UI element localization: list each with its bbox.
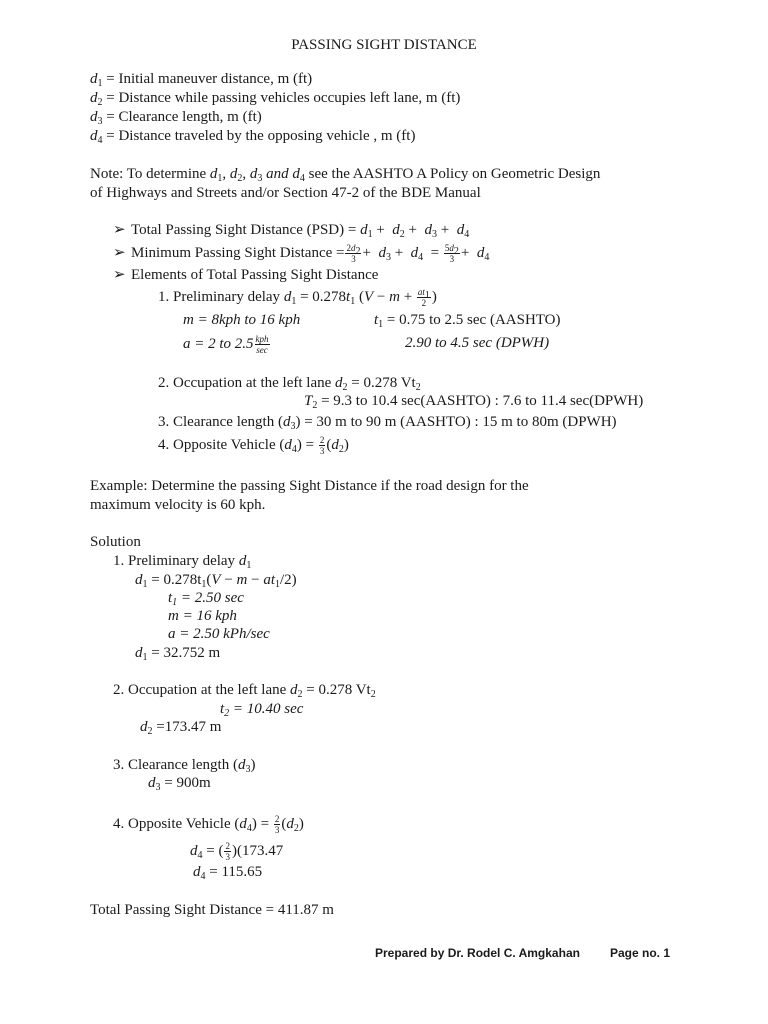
element-1-t1-aashto: $t_1 = 0.75$ to 2.5 sec (AASHTO)	[374, 312, 561, 330]
definition-d3: $d_3$ = Clearance length, m (ft)	[90, 109, 262, 127]
footer-prepared-by: Prepared by Dr. Rodel C. Amgkahan	[375, 946, 580, 960]
definition-d2: $d_2$ = Distance while passing vehicles occupies left lane, m (ft)	[90, 90, 461, 108]
solution-step-1: 1. Preliminary delay $d_1$	[113, 553, 252, 571]
solution-step-4-calc: $d_4$ = ( $\frac{2}{3}$ )(173.47	[190, 841, 284, 862]
solution-step-4-result: $d_4 = 115.65$	[193, 864, 263, 882]
solution-step-4: 4. Opposite Vehicle $(d_4)$ = $\frac{2}{3}$ $(d_2)$	[113, 814, 304, 835]
definition-d1: $d_1$ = Initial maneuver distance, m (ft)	[90, 71, 313, 89]
element-1-t1-dpwh: 2.90 to 4.5 sec (DPWH)	[405, 335, 550, 351]
element-2-occupation: 2. Occupation at the left lane $d_2 = 0.278$ $Vt_2$	[158, 375, 421, 393]
page-title: PASSING SIGHT DISTANCE	[291, 37, 477, 53]
element-2-t2-range: $T_2 = 9.3$ to 10.4 sec(AASHTO) : 7.6 to 11.4 sec(DPWH)	[304, 393, 644, 411]
element-1-m-range: m = 8kph to 16 kph	[183, 312, 301, 328]
note-line-1: Note: To determine $d_1$, $d_2$, $d_3$ and $d_4$ see the AASHTO A Policy on Geometric Design	[90, 166, 601, 184]
solution-step-2-t2: $t_2 = 10.40$ sec	[220, 701, 304, 719]
element-1-preliminary-delay: 1. Preliminary delay $d_1 = 0.278t_1$ (V − m + $\frac{at_1}{2}$ )	[158, 287, 437, 308]
solution-step-2-result: $d_2 =173.47$ m	[140, 719, 222, 737]
arrow-bullet-icon: ➢	[113, 222, 126, 238]
solution-step-1-m: m = 16 kph	[168, 608, 237, 624]
element-1-a-range: a = 2 to 2.5 $\frac{\text{kph}}{\sec}$	[183, 334, 269, 355]
bullet-minimum-psd: ➢ Minimum Passing Sight Distance = $\frac{2d_2}{3}$ + $d_3 + d_4$ = $\frac{5d_2}{3}$ + $d_4$	[113, 243, 490, 264]
solution-step-3-result: $d_3 = 900m$	[148, 775, 211, 793]
solution-step-1-t1: $t_1 = 2.50$ sec	[168, 590, 244, 608]
arrow-bullet-icon: ➢	[113, 244, 126, 261]
solution-step-1-result: $d_1 = 32.752$ m	[135, 645, 221, 663]
footer-page-number: Page no. 1	[610, 946, 671, 960]
solution-step-1-formula: $d_1 = 0.278t_1(V - m - at_1/2)$	[135, 572, 297, 590]
solution-heading: Solution	[90, 534, 141, 550]
note-line-2: of Highways and Streets and/or Section 47-2 of the BDE Manual	[90, 185, 481, 201]
definition-d4: $d_4$ = Distance traveled by the opposing vehicle , m (ft)	[90, 128, 416, 146]
solution-step-1-a: a = 2.50 kPh/sec	[168, 626, 270, 642]
example-line-2: maximum velocity is 60 kph.	[90, 497, 266, 513]
element-4-opposite-vehicle: 4. Opposite Vehicle $(d_4)$ = $\frac{2}{3}$ $(d_2)$	[158, 435, 349, 456]
arrow-bullet-icon: ➢	[113, 267, 126, 283]
solution-step-3: 3. Clearance length $(d_3)$	[113, 757, 256, 775]
element-3-clearance: 3. Clearance length $(d_3) = 30$ m to 90 m (AASHTO) : 15 m to 80m (DPWH)	[158, 414, 617, 432]
example-line-1: Example: Determine the passing Sight Distance if the road design for the	[90, 478, 529, 494]
bullet-total-psd: ➢ Total Passing Sight Distance $(PSD) = d_1 + d_2 + d_3 + d_4$	[113, 222, 470, 240]
total-psd-result: Total Passing Sight Distance = 411.87 m	[90, 902, 334, 918]
bullet-elements: ➢ Elements of Total Passing Sight Distance	[113, 267, 379, 283]
solution-step-2: 2. Occupation at the left lane $d_2 = 0.278$ $Vt_2$	[113, 682, 376, 700]
